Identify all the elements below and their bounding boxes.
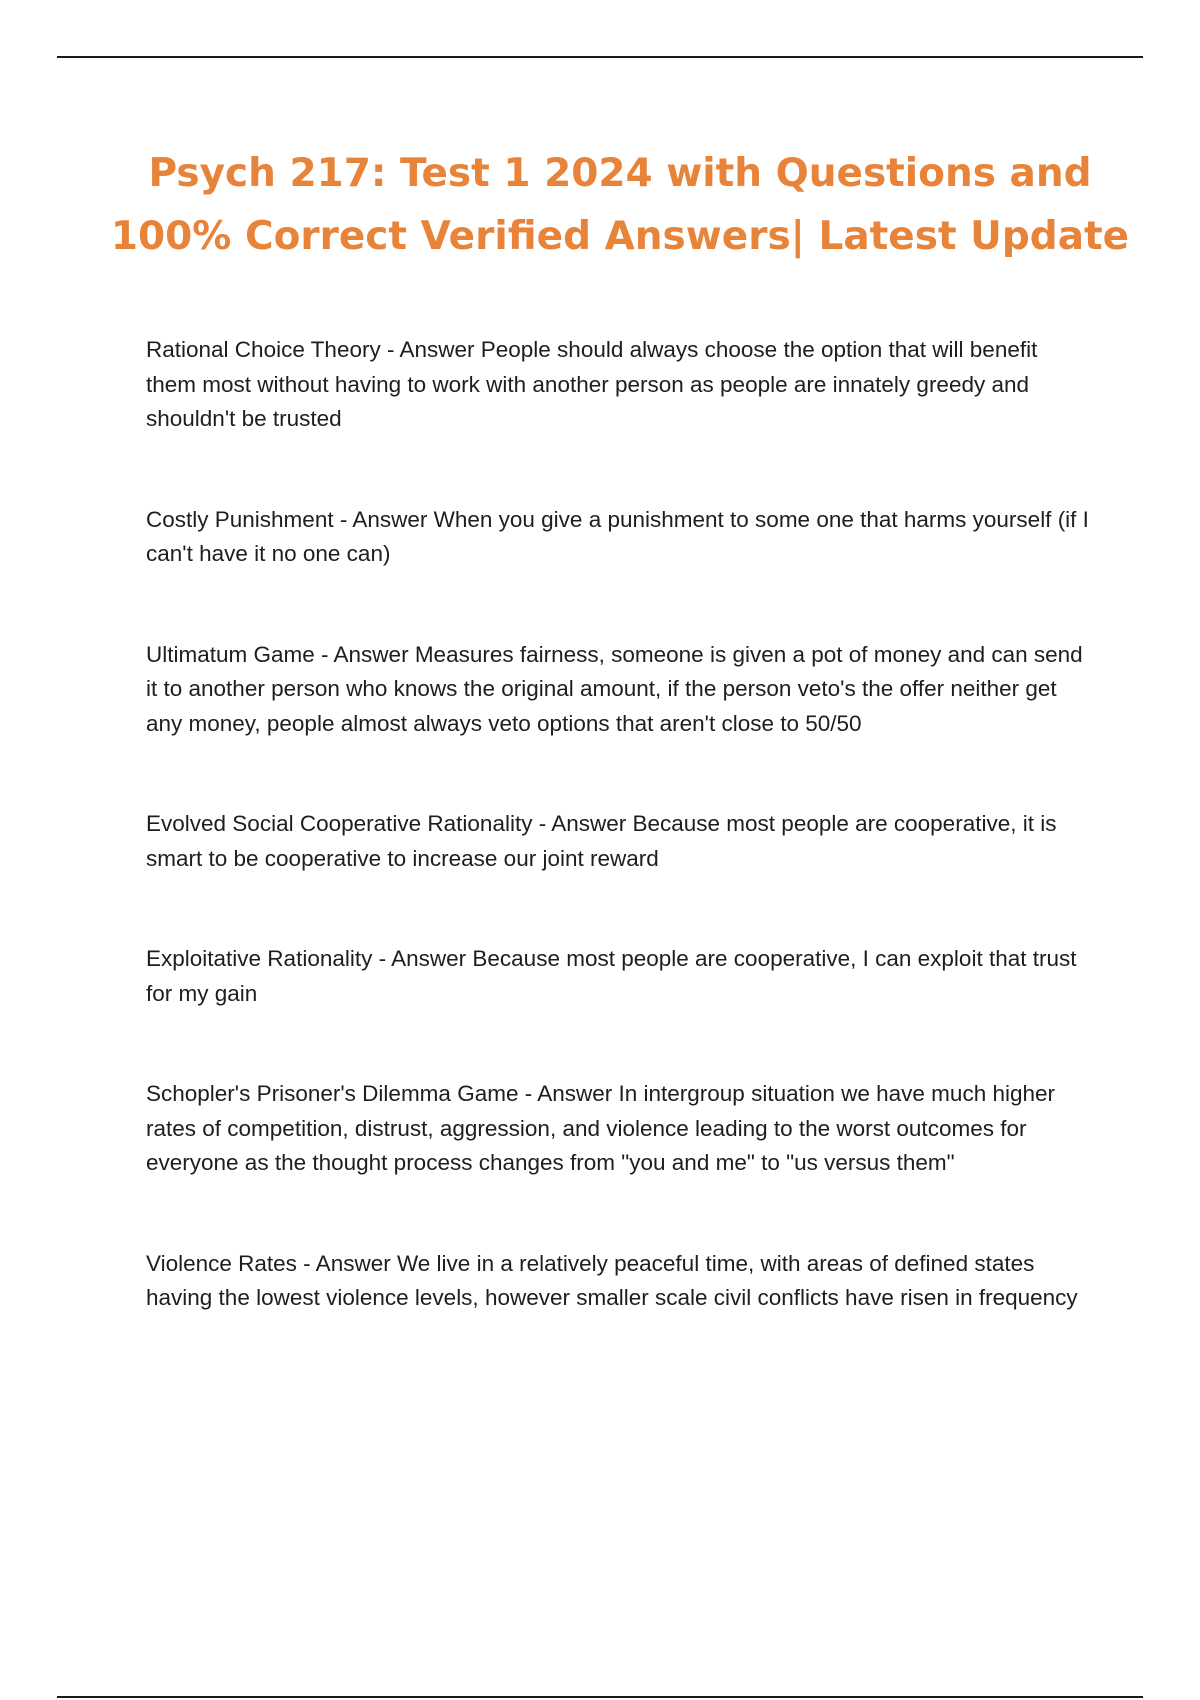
- qa-item-schoplers-prisoners-dilemma: Schopler's Prisoner's Dilemma Game - Answer In intergroup situation we have much higher rates of competition, distrust, aggression, and violence leading to the worst outcomes for everyone as the thought process changes from "you and me" to "us versus them": [146, 1081, 1055, 1175]
- qa-item-costly-punishment: Costly Punishment - Answer When you give a punishment to some one that harms yourself (if I can't have it no one can): [146, 506, 1089, 566]
- qa-item-rational-choice-theory: Rational Choice Theory - Answer People should always choose the option that will benefit them most without having to work with another person as people are innately greedy and shouldn't be trusted: [146, 337, 1038, 431]
- document-title: Psych 217: Test 1 2024 with Questions and 100% Correct Verified Answers| Latest Update: [110, 151, 1130, 259]
- qa-item-ultimatum-game: Ultimatum Game - Answer Measures fairness, someone is given a pot of money and can send it to another person who knows the original amount, if the person veto's the offer neither get any money, people almost always veto options that aren't close to 50/50: [146, 641, 1083, 736]
- qa-list: [146, 333, 1091, 1316]
- header-rule: [57, 56, 1143, 58]
- qa-item-evolved-social-cooperative-rationality: Evolved Social Cooperative Rationality - Answer Because most people are cooperative, it is smart to be cooperative to increase our joint reward: [146, 811, 1057, 871]
- qa-item-exploitative-rationality: Exploitative Rationality - Answer Because most people are cooperative, I can exploit that trust for my gain: [146, 946, 1077, 1006]
- footer-rule: [57, 1696, 1143, 1698]
- qa-item-violence-rates: Violence Rates - Answer We live in a relatively peaceful time, with areas of defined states having the lowest violence levels, however smaller scale civil conflicts have risen in frequency: [146, 1250, 1078, 1310]
